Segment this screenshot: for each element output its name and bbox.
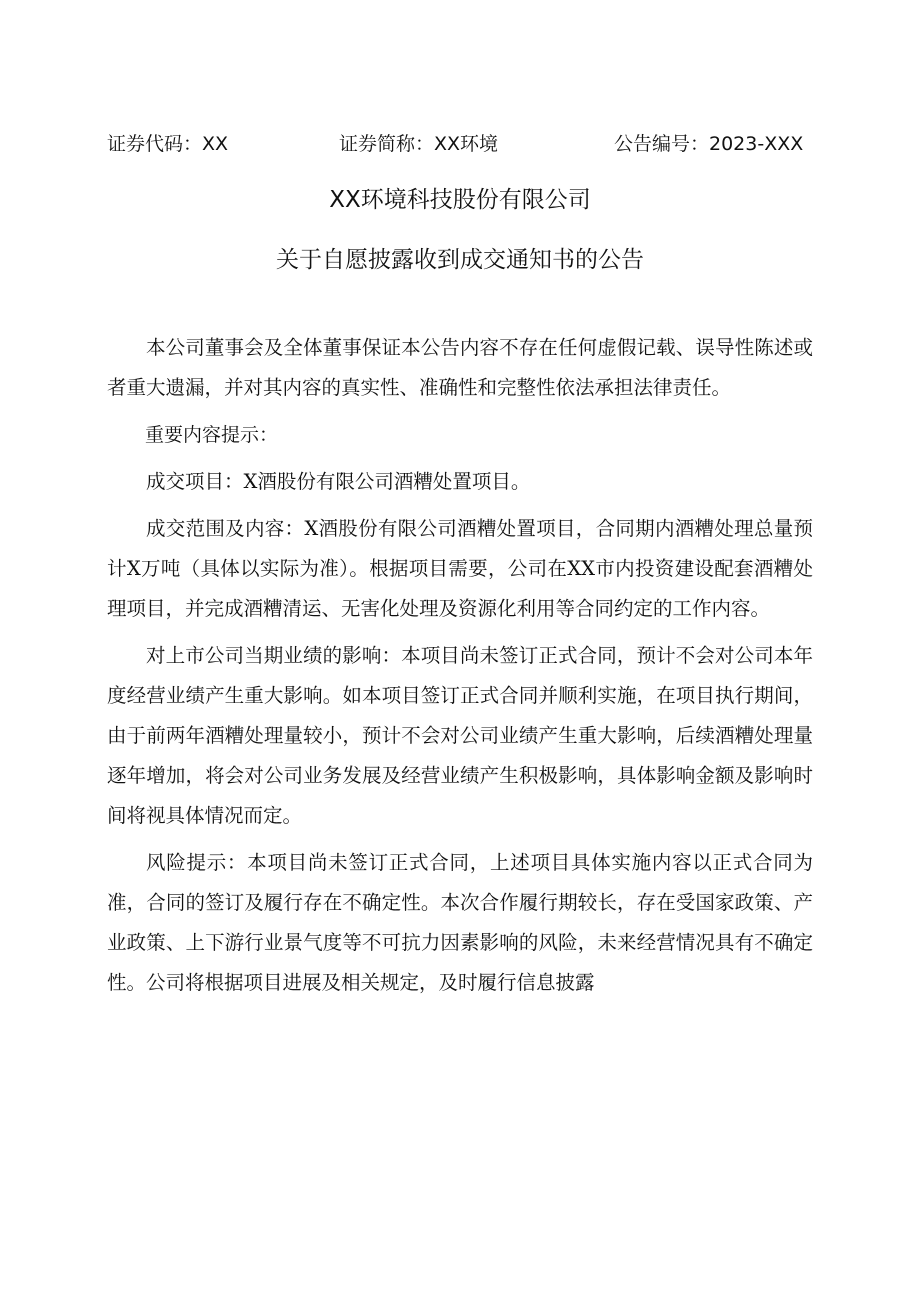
announcement-body bbox=[107, 328, 813, 1010]
stock-short-name: 证券简称：XX环境 bbox=[339, 133, 499, 155]
board-statement-paragraph: 本公司董事会及全体董事保证本公告内容不存在任何虚假记载、误导性陈述或者重大遗漏，并对其内容的真实性、准确性和完整性依法承担法律责任。 bbox=[107, 336, 813, 399]
project-paragraph: 成交项目：X酒股份有限公司酒糟处置项目。 bbox=[146, 470, 531, 493]
announcement-number: 公告编号：2023-XXX bbox=[614, 133, 804, 155]
company-title: XX环境科技股份有限公司 bbox=[329, 187, 591, 213]
scope-paragraph: 成交范围及内容：X酒股份有限公司酒糟处置项目，合同期内酒糟处理总量预计X万吨（具体以实际为准）。根据项目需要，公司在XX市内投资建设配套酒糟处理项目，并完成酒糟清运、无害化处理及资源化利用等合同约定的工作内容。 bbox=[107, 517, 813, 620]
stock-code: 证券代码：XX bbox=[107, 133, 229, 155]
key-points-heading: 重要内容提示： bbox=[145, 424, 279, 446]
impact-paragraph: 对上市公司当期业绩的影响：本项目尚未签订正式合同，预计不会对公司本年度经营业绩产生重大影响。如本项目签订正式合同并顺利实施，在项目执行期间，由于前两年酒糟处理量较小，预计不会对公司业绩产生重大影响，后续酒糟处理量逐年增加，将会对公司业务发展及经营业绩产生积极影响，具体影响金额及影响时间将视具体情况而定。 bbox=[107, 644, 813, 827]
risk-paragraph: 风险提示：本项目尚未签订正式合同，上述项目具体实施内容以正式合同为准，合同的签订及履行存在不确定性。本次合作履行期较长，存在受国家政策、产业政策、上下游行业景气度等不可抗力因素影响的风险，未来经营情况具有不确定性。公司将根据项目进展及相关规定，及时履行信息披露 bbox=[107, 851, 813, 994]
announcement-header bbox=[107, 130, 807, 158]
announcement-title: 关于自愿披露收到成交通知书的公告 bbox=[276, 247, 644, 273]
